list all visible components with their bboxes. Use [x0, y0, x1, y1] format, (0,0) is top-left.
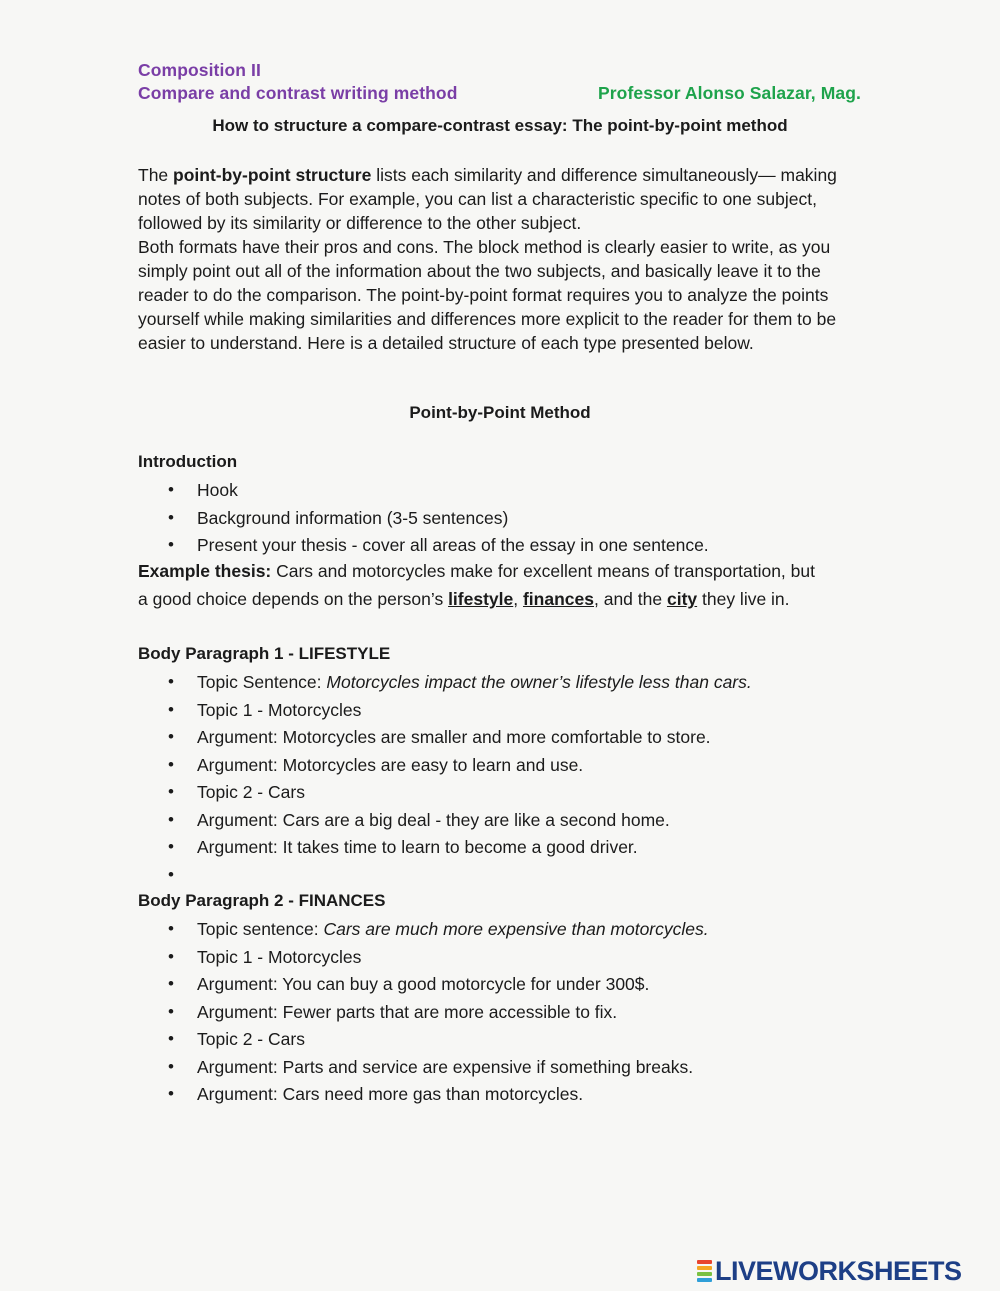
list-item: • Argument: Cars need more gas than motorcycles. — [138, 1082, 878, 1110]
list-item-empty — [138, 863, 878, 891]
list-item: • Argument: Motorcycles are smaller and more comfortable to store. — [138, 725, 878, 753]
example-thesis-text-2: a good choice depends on the person’s — [138, 589, 449, 609]
document-title: How to structure a compare-contrast essay: The point-by-point method — [212, 116, 788, 135]
logo-text: LIVEWORKSHEETS — [715, 1255, 962, 1286]
list-item: • Hook — [138, 478, 878, 506]
list-item: • Topic 1 - Motorcycles — [138, 945, 878, 973]
example-thesis-line-1 — [138, 561, 815, 582]
list-item: • Background information (3-5 sentences) — [138, 506, 878, 534]
intro-rest: lists each similarity and difference simultaneously— making notes of both subjects. For example, you can list a characteristic specific to one subject, followed by its similarity or difference to the other subject. — [138, 165, 837, 233]
logo-bar — [697, 1260, 712, 1264]
logo-bar — [697, 1266, 712, 1270]
introduction-heading: Introduction — [138, 452, 238, 471]
list-item: • Argument: It takes time to learn to become a good driver. — [138, 835, 878, 863]
list-item: • Present your thesis - cover all areas of the essay in one sentence. — [138, 533, 878, 561]
example-thesis-tail: they live in. — [697, 589, 790, 609]
list-item-topic-sentence — [138, 917, 878, 945]
separator: , and the — [593, 589, 667, 609]
intro-lead: The — [138, 165, 174, 185]
list-item: • Argument: Cars are a big deal - they are like a second home. — [138, 808, 878, 836]
list-item: • Topic 2 - Cars — [138, 1027, 878, 1055]
example-thesis-label: Example thesis: — [138, 561, 272, 581]
professor-name: Professor Alonso Salazar, Mag. — [598, 83, 861, 103]
body1-heading: Body Paragraph 1 - LIFESTYLE — [138, 644, 391, 663]
logo-mark-icon — [697, 1259, 712, 1283]
course-subtitle: Compare and contrast writing method — [138, 83, 458, 103]
topic-prefix: Topic sentence: — [197, 919, 324, 939]
topic-sentence: Motorcycles impact the owner’s lifestyle less than cars. — [326, 672, 752, 692]
topic-prefix: Topic Sentence: — [197, 672, 327, 692]
list-item: • Argument: Motorcycles are easy to learn and use. — [138, 753, 878, 781]
list-item: • Topic 2 - Cars — [138, 780, 878, 808]
list-item: • Argument: Fewer parts that are more accessible to fix. — [138, 1000, 878, 1028]
logo-bar — [697, 1272, 712, 1276]
body1-list — [138, 670, 878, 890]
topic-sentence: Cars are much more expensive than motorcycles. — [323, 919, 709, 939]
liveworksheets-logo[interactable] — [697, 1257, 962, 1285]
method-heading: Point-by-Point Method — [409, 403, 591, 422]
list-item: • Topic 1 - Motorcycles — [138, 698, 878, 726]
keyword-city: city — [666, 589, 698, 609]
body2-heading: Body Paragraph 2 - FINANCES — [138, 891, 386, 910]
formats-paragraph: Both formats have their pros and cons. The block method is clearly easier to write, as you simply point out all of the information about the two subjects, and basically leave it to the reader to do the comparison. The point-by-point format requires you to analyze the points yourself while making similarities and differences more explicit to the reader for them to be easier to understand. Here is a detailed structure of each type presented below. — [138, 237, 837, 353]
intro-paragraph — [138, 163, 868, 235]
body2-list — [138, 917, 878, 1110]
list-item: • Argument: Parts and service are expensive if something breaks. — [138, 1055, 878, 1083]
example-thesis-line-2 — [138, 589, 790, 610]
example-thesis-text: Cars and motorcycles make for excellent means of transportation, but — [271, 561, 815, 581]
separator: , — [513, 589, 523, 609]
keyword-lifestyle: lifestyle — [448, 589, 514, 609]
introduction-list — [138, 478, 878, 561]
list-item-topic-sentence — [138, 670, 878, 698]
course-title: Composition II — [138, 60, 261, 80]
list-item: • Argument: You can buy a good motorcycle for under 300$. — [138, 972, 878, 1000]
logo-bar — [697, 1278, 712, 1282]
keyword-finances: finances — [522, 589, 594, 609]
intro-bold-term: point-by-point structure — [173, 165, 372, 185]
